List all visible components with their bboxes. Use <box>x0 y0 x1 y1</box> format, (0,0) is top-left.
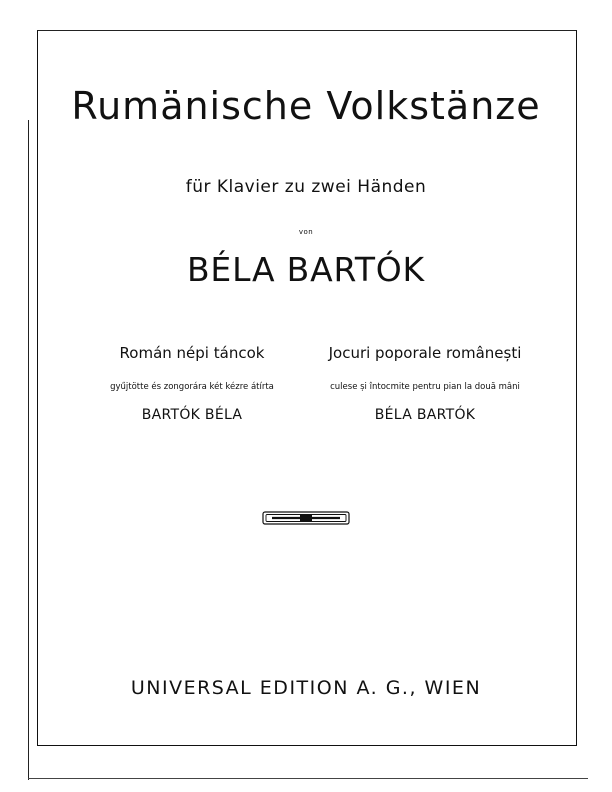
romanian-subtitle: culese și întocmite pentru pian la două mâni <box>330 382 520 392</box>
composer-name: BÉLA BARTÓK <box>186 250 425 289</box>
publisher-name: UNIVERSAL EDITION A. G., WIEN <box>130 677 482 699</box>
hungarian-composer: BARTÓK BÉLA <box>141 407 243 423</box>
romanian-title: Jocuri poporale românești <box>328 344 522 362</box>
scan-edge-bottom <box>28 778 588 779</box>
hungarian-subtitle: gyűjtötte és zongorára két kézre átírta <box>110 382 274 392</box>
main-title: Rumänische Volkstänze <box>71 84 541 128</box>
subtitle: für Klavier zu zwei Händen <box>185 177 427 197</box>
von-label: von <box>298 228 314 236</box>
publisher-ornament-icon <box>262 511 350 525</box>
romanian-composer: BÉLA BARTÓK <box>374 407 476 423</box>
hungarian-title: Román népi táncok <box>119 344 265 362</box>
